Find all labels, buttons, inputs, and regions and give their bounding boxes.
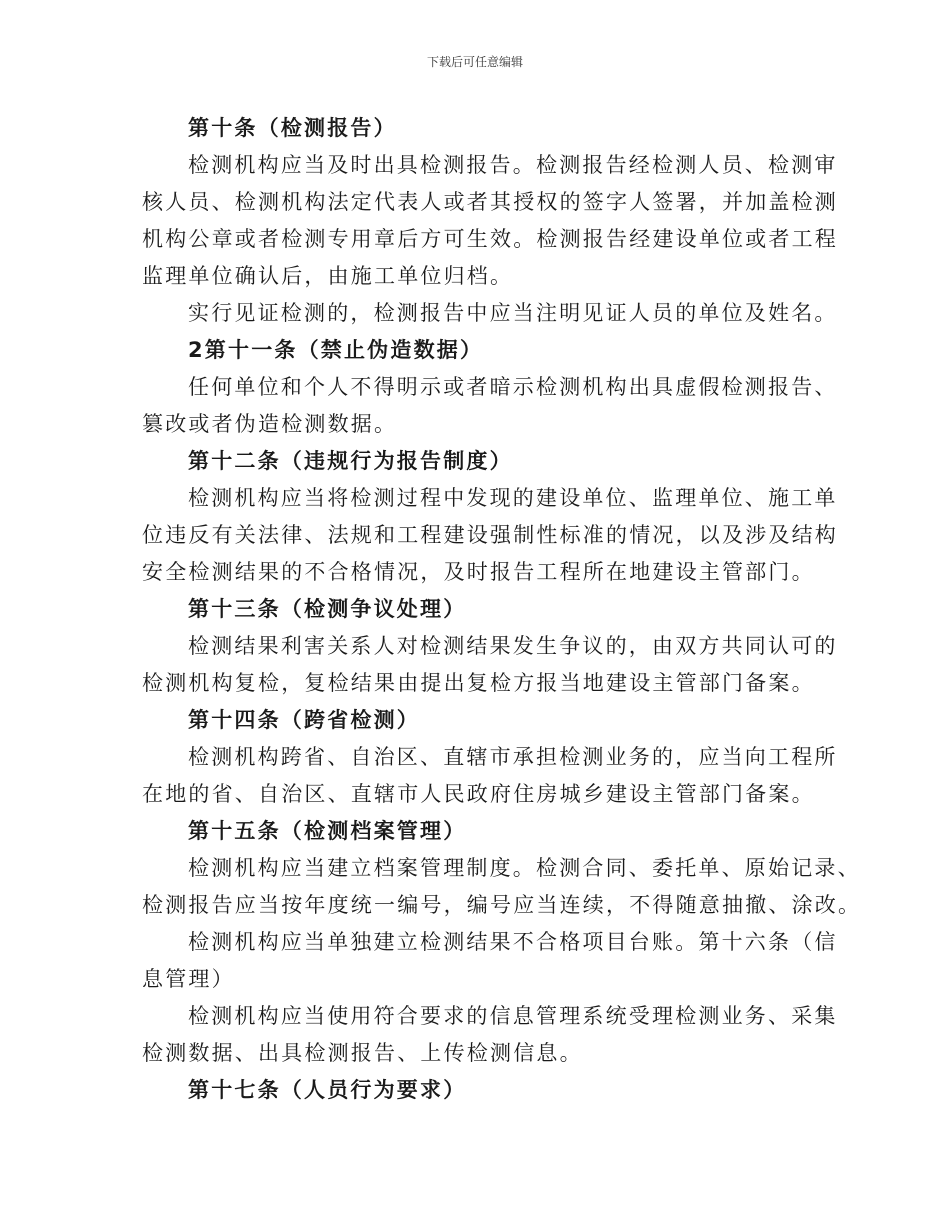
paragraph-line: 检测机构应当使用符合要求的信息管理系统受理检测业务、采集 (188, 1004, 838, 1028)
article-heading: 第十三条（检测争议处理） (188, 597, 467, 621)
paragraph-line: 在地的省、自治区、直辖市人民政府住房城乡建设主管部门备案。 (142, 782, 815, 806)
article-heading: 第十条（检测报告） (188, 116, 397, 140)
article-heading: 第十七条（人员行为要求） (188, 1078, 467, 1102)
paragraph-line: 息管理） (142, 967, 235, 991)
paragraph-line: 实行见证检测的，检测报告中应当注明见证人员的单位及姓名。 (188, 301, 838, 325)
paragraph-line: 检测报告应当按年度统一编号，编号应当连续，不得随意抽撤、涂改。 (142, 893, 862, 917)
paragraph-line: 机构公章或者检测专用章后方可生效。检测报告经建设单位或者工程 (142, 227, 838, 251)
paragraph-line: 安全检测结果的不合格情况，及时报告工程所在地建设主管部门。 (142, 560, 815, 584)
paragraph-line: 检测机构应当及时出具检测报告。检测报告经检测人员、检测审 (188, 153, 838, 177)
paragraph-line: 位违反有关法律、法规和工程建设强制性标准的情况，以及涉及结构 (142, 523, 838, 547)
paragraph-line: 核人员、检测机构法定代表人或者其授权的签字人签署，并加盖检测 (142, 190, 838, 214)
paragraph-line: 篡改或者伪造检测数据。 (142, 412, 398, 436)
article-heading: 2第十一条（禁止伪造数据） (188, 338, 484, 362)
paragraph-line: 检测结果利害关系人对检测结果发生争议的，由双方共同认可的 (188, 634, 838, 658)
paragraph-line: 检测机构应当将检测过程中发现的建设单位、监理单位、施工单 (188, 486, 838, 510)
paragraph-line: 检测机构复检，复检结果由提出复检方报当地建设主管部门备案。 (142, 671, 815, 695)
paragraph-line: 检测机构应当单独建立检测结果不合格项目台账。第十六条（信 (188, 930, 838, 954)
article-heading: 第十五条（检测档案管理） (188, 819, 467, 843)
paragraph-line: 检测机构跨省、自治区、直辖市承担检测业务的，应当向工程所 (188, 745, 838, 769)
paragraph-line: 监理单位确认后，由施工单位归档。 (142, 264, 514, 288)
paragraph-line: 任何单位和个人不得明示或者暗示检测机构出具虚假检测报告、 (188, 375, 838, 399)
article-heading: 第十四条（跨省检测） (188, 708, 420, 732)
document-body (142, 110, 862, 1109)
paragraph-line: 检测机构应当建立档案管理制度。检测合同、委托单、原始记录、 (188, 856, 861, 880)
article-heading: 第十二条（违规行为报告制度） (188, 449, 513, 473)
paragraph-line: 检测数据、出具检测报告、上传检测信息。 (142, 1041, 583, 1065)
page-header-note: 下载后可任意编辑 (426, 55, 523, 69)
